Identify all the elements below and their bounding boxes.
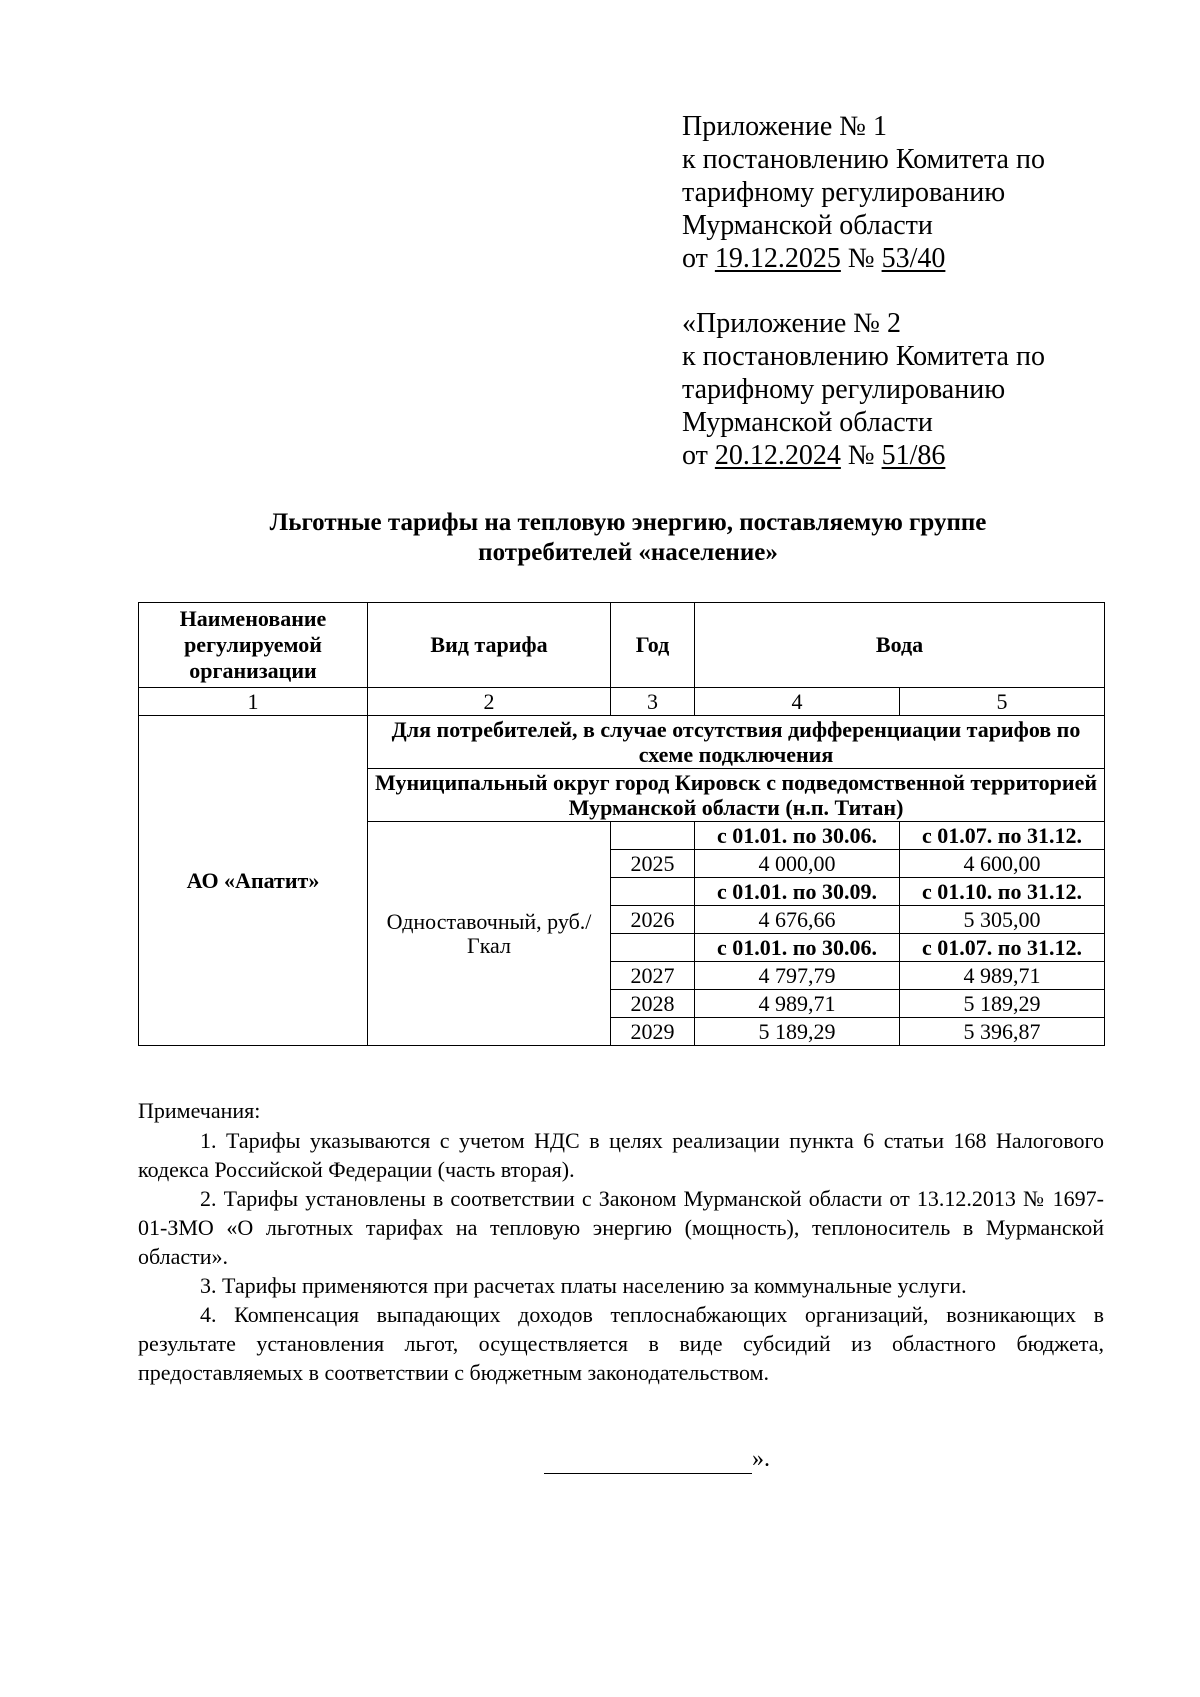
closing-quote: ».	[752, 1446, 770, 1472]
title-line1: Льготные тарифы на тепловую энергию, поставляемую группе	[269, 509, 987, 536]
appendix-1-number: 53/40	[881, 243, 946, 274]
tariffs-table	[138, 602, 1105, 1046]
notes-section	[138, 1096, 1104, 1387]
value-cell: 5 305,00	[900, 906, 1105, 934]
value-cell: 4 000,00	[695, 850, 900, 878]
value-cell: 4 989,71	[695, 990, 900, 1018]
note-item: 4. Компенсация выпадающих доходов теплоснабжающих организаций, возникающих в результате установления льгот, осуществляется в виде субсидий из областного бюджета, предоставляемых в соответствии с бюджетным законодательством.	[138, 1302, 1104, 1385]
column-numbers-row	[139, 688, 1105, 716]
appendix-2-line2: к постановлению Комитета по	[682, 341, 1045, 372]
year-cell: 2029	[611, 1018, 695, 1046]
year-cell: 2025	[611, 850, 695, 878]
period-cell: с 01.07. по 31.12.	[900, 934, 1105, 962]
appendix-2-date-line	[682, 439, 1045, 472]
appendix-2-line4: Мурманской области	[682, 407, 933, 438]
period-cell: с 01.07. по 31.12.	[900, 822, 1105, 850]
appendix-1-header	[682, 110, 1045, 275]
section-1-title: Для потребителей, в случае отсутствия дифференциации тарифов по схеме подключения	[368, 716, 1105, 769]
header-water: Вода	[695, 603, 1105, 688]
appendix-1-date-line	[682, 242, 1045, 275]
year-cell	[611, 822, 695, 850]
note-item: 3. Тарифы применяются при расчетах платы населению за коммунальные услуги.	[200, 1273, 967, 1298]
year-cell: 2027	[611, 962, 695, 990]
note-item: 1. Тарифы указываются с учетом НДС в целях реализации пункта 6 статьи 168 Налогового кодекса Российской Федерации (часть вторая).	[138, 1128, 1104, 1182]
appendix-2-line3: тарифному регулированию	[682, 374, 1006, 405]
document-title	[138, 508, 1118, 568]
appendix-2-number: 51/86	[881, 440, 946, 471]
appendix-1-number-sign: №	[840, 243, 882, 274]
year-cell	[611, 934, 695, 962]
appendix-2-prefix: от	[682, 440, 715, 471]
year-cell	[611, 878, 695, 906]
value-cell: 4 797,79	[695, 962, 900, 990]
year-cell: 2026	[611, 906, 695, 934]
column-number: 5	[900, 688, 1105, 716]
appendix-1-prefix: от	[682, 243, 715, 274]
column-number: 2	[368, 688, 611, 716]
header-year: Год	[611, 603, 695, 688]
value-cell: 5 189,29	[695, 1018, 900, 1046]
table-header-row	[139, 603, 1105, 688]
title-line2: потребителей «население»	[478, 539, 778, 566]
appendix-1-line1: Приложение № 1	[682, 111, 887, 142]
period-cell: с 01.10. по 31.12.	[900, 878, 1105, 906]
header-tariff-type: Вид тарифа	[368, 603, 611, 688]
section-2-title: Муниципальный округ город Кировск с подведомственной территорией Мурманской области (н.п. Титан)	[368, 769, 1105, 822]
appendix-2-line1: «Приложение № 2	[682, 308, 901, 339]
period-cell: с 01.01. по 30.06.	[695, 934, 900, 962]
value-cell: 5 189,29	[900, 990, 1105, 1018]
year-cell: 2028	[611, 990, 695, 1018]
appendix-2-date: 20.12.2024	[714, 440, 841, 471]
note-item: 2. Тарифы установлены в соответствии с Законом Мурманской области от 13.12.2013 № 1697-01-ЗМО «О льготных тарифах на тепловую энергию (мощность), теплоноситель в Мурманской области».	[138, 1186, 1104, 1269]
organization-name: АО «Апатит»	[139, 716, 368, 1046]
value-cell: 4 676,66	[695, 906, 900, 934]
period-cell: с 01.01. по 30.09.	[695, 878, 900, 906]
notes-heading: Примечания:	[138, 1098, 261, 1123]
section-1-row	[139, 716, 1105, 769]
value-cell: 4 600,00	[900, 850, 1105, 878]
tariff-type-cell: Одноставочный, руб./Гкал	[368, 822, 611, 1046]
closing-mark	[544, 1444, 770, 1474]
header-organization: Наименование регулируемой организации	[139, 603, 368, 688]
appendix-1-line2: к постановлению Комитета по	[682, 144, 1045, 175]
column-number: 4	[695, 688, 900, 716]
column-number: 3	[611, 688, 695, 716]
appendix-2-number-sign: №	[840, 440, 882, 471]
appendix-1-date: 19.12.2025	[714, 243, 841, 274]
appendix-1-line3: тарифному регулированию	[682, 177, 1006, 208]
value-cell: 5 396,87	[900, 1018, 1105, 1046]
appendix-2-header	[682, 307, 1045, 472]
value-cell: 4 989,71	[900, 962, 1105, 990]
period-cell: с 01.01. по 30.06.	[695, 822, 900, 850]
closing-line	[544, 1451, 752, 1474]
column-number: 1	[139, 688, 368, 716]
appendix-1-line4: Мурманской области	[682, 210, 933, 241]
